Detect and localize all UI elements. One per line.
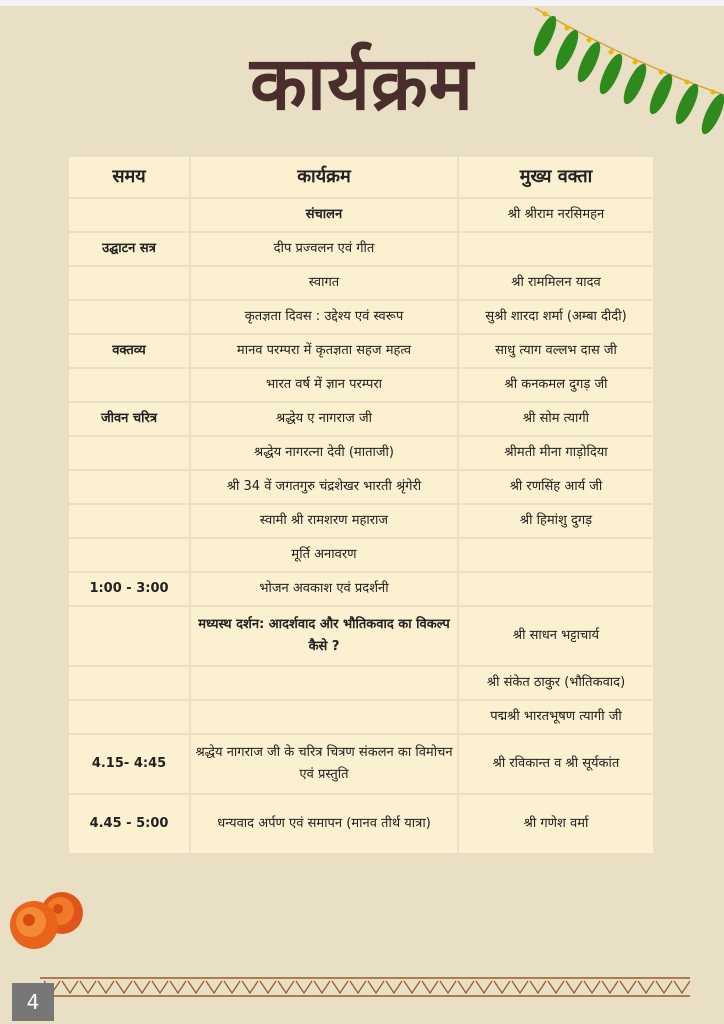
border-triangle-icon: [314, 981, 330, 993]
border-triangle-icon: [98, 981, 114, 993]
speaker-cell: पद्मश्री भारतभूषण त्यागी जी: [458, 700, 654, 734]
program-cell: दीप प्रज्वलन एवं गीत: [190, 232, 458, 266]
time-cell: [68, 538, 190, 572]
mango-leaf-icon: [619, 61, 650, 107]
table-row: [68, 504, 654, 538]
border-triangle-icon: [116, 981, 132, 993]
garland-bead-icon: [587, 38, 592, 43]
border-triangle-icon: [350, 981, 366, 993]
border-triangle-icon: [80, 981, 96, 993]
mango-leaf-icon: [645, 71, 676, 117]
table-row: [68, 734, 654, 794]
time-cell: 4.15- 4:45: [68, 734, 190, 794]
border-triangle-icon: [530, 981, 546, 993]
table-row: [68, 300, 654, 334]
border-triangle-icon: [620, 981, 636, 993]
program-cell: श्रद्धेय नागरत्ना देवी (माताजी): [190, 436, 458, 470]
border-triangle-icon: [494, 981, 510, 993]
time-cell: [68, 300, 190, 334]
program-cell: श्रद्धेय ए नागराज जी: [190, 402, 458, 436]
time-cell: [68, 198, 190, 232]
border-triangle-icon: [476, 981, 492, 993]
program-cell: मानव परम्परा में कृतज्ञता सहज महत्व: [190, 334, 458, 368]
mango-leaf-icon: [697, 91, 724, 137]
speaker-cell: श्री रणसिंह आर्य जी: [458, 470, 654, 504]
table-row: [68, 700, 654, 734]
speaker-cell: श्री साधन भट्टाचार्य: [458, 606, 654, 666]
program-cell: स्वामी श्री रामशरण महाराज: [190, 504, 458, 538]
time-cell: उद्घाटन सत्र: [68, 232, 190, 266]
border-triangle-icon: [512, 981, 528, 993]
speaker-cell: श्री संकेत ठाकुर (भौतिकवाद): [458, 666, 654, 700]
time-cell: [68, 504, 190, 538]
time-cell: [68, 606, 190, 666]
table-row: [68, 334, 654, 368]
border-triangle-icon: [62, 981, 78, 993]
speaker-cell: श्री हिमांशु दुगड़: [458, 504, 654, 538]
speaker-cell: श्री सोम त्यागी: [458, 402, 654, 436]
border-triangle-icon: [152, 981, 168, 993]
table-row: [68, 436, 654, 470]
garland-bead-icon: [543, 12, 548, 17]
border-triangle-icon: [674, 981, 690, 993]
border-triangle-icon: [584, 981, 600, 993]
program-cell: मध्यस्थ दर्शन: आदर्शवाद और भौतिकवाद का विकल्प कैसे ?: [190, 606, 458, 666]
speaker-cell: [458, 572, 654, 606]
speaker-cell: श्री श्रीराम नरसिमहन: [458, 198, 654, 232]
border-triangle-icon: [656, 981, 672, 993]
border-triangle-icon: [386, 981, 402, 993]
time-cell: [68, 666, 190, 700]
program-cell: [190, 666, 458, 700]
border-triangle-icon: [260, 981, 276, 993]
table-row: [68, 232, 654, 266]
border-triangle-icon: [368, 981, 384, 993]
marigold-flowers-icon: [0, 885, 95, 955]
border-triangle-icon: [278, 981, 294, 993]
table-row: [68, 538, 654, 572]
border-triangle-icon: [566, 981, 582, 993]
mango-leaf-icon: [573, 39, 604, 85]
border-triangle-icon: [134, 981, 150, 993]
border-triangle-icon: [206, 981, 222, 993]
table-row: [68, 572, 654, 606]
program-cell: [190, 700, 458, 734]
speaker-cell: [458, 232, 654, 266]
border-triangle-icon: [404, 981, 420, 993]
speaker-cell: सुश्री शारदा शर्मा (अम्बा दीदी): [458, 300, 654, 334]
border-triangle-icon: [638, 981, 654, 993]
time-cell: [68, 368, 190, 402]
speaker-cell: श्रीमती मीना गाड़ोदिया: [458, 436, 654, 470]
speaker-cell: श्री रविकान्त व श्री सूर्यकांत: [458, 734, 654, 794]
border-triangle-icon: [170, 981, 186, 993]
mango-leaf-icon: [671, 81, 702, 127]
border-triangle-icon: [548, 981, 564, 993]
time-cell: [68, 266, 190, 300]
speaker-cell: श्री राममिलन यादव: [458, 266, 654, 300]
program-cell: कृतज्ञता दिवस : उद्देश्य एवं स्वरूप: [190, 300, 458, 334]
garland-bead-icon: [685, 80, 690, 85]
mango-leaf-garland-icon: [515, 0, 724, 150]
table-row: [68, 402, 654, 436]
speaker-cell: श्री गणेश वर्मा: [458, 794, 654, 854]
program-cell: धन्यवाद अर्पण एवं समापन (मानव तीर्थ यात्रा): [190, 794, 458, 854]
time-cell: [68, 436, 190, 470]
border-triangle-icon: [242, 981, 258, 993]
page-number: 4: [12, 983, 54, 1021]
program-cell: स्वागत: [190, 266, 458, 300]
mango-leaf-icon: [529, 13, 560, 59]
table-row: [68, 470, 654, 504]
time-cell: [68, 470, 190, 504]
header-speaker: मुख्य वक्ता: [458, 156, 654, 198]
border-triangle-icon: [422, 981, 438, 993]
program-cell: श्री 34 वें जगतगुरु चंद्रशेखर भारती श्रृंगेरी: [190, 470, 458, 504]
page-title: कार्यक्रम: [249, 41, 474, 127]
table-row: [68, 666, 654, 700]
border-triangle-icon: [332, 981, 348, 993]
speaker-cell: साधु त्याग वल्लभ दास जी: [458, 334, 654, 368]
speaker-cell: श्री कनकमल दुगड़ जी: [458, 368, 654, 402]
border-triangle-icon: [188, 981, 204, 993]
program-cell: भारत वर्ष में ज्ञान परम्परा: [190, 368, 458, 402]
header-program: कार्यक्रम: [190, 156, 458, 198]
garland-bead-icon: [633, 60, 638, 65]
time-cell: 1:00 - 3:00: [68, 572, 190, 606]
table-header-row: [68, 156, 654, 198]
mango-leaf-icon: [595, 51, 626, 97]
header-time: समय: [68, 156, 190, 198]
triangle-border-icon: [40, 975, 690, 999]
program-table: [67, 155, 655, 855]
border-triangle-icon: [602, 981, 618, 993]
program-cell: संचालन: [190, 198, 458, 232]
speaker-cell: [458, 538, 654, 572]
border-triangle-icon: [224, 981, 240, 993]
border-triangle-icon: [458, 981, 474, 993]
garland-bead-icon: [659, 70, 664, 75]
time-cell: 4.45 - 5:00: [68, 794, 190, 854]
table-row: [68, 794, 654, 854]
border-triangle-icon: [296, 981, 312, 993]
table-row: [68, 198, 654, 232]
time-cell: [68, 700, 190, 734]
program-cell: श्रद्धेय नागराज जी के चरित्र चित्रण संकलन का विमोचन एवं प्रस्तुति: [190, 734, 458, 794]
table-row: [68, 368, 654, 402]
table-row: [68, 266, 654, 300]
program-cell: मूर्ति अनावरण: [190, 538, 458, 572]
border-triangle-icon: [440, 981, 456, 993]
time-cell: वक्तव्य: [68, 334, 190, 368]
mango-leaf-icon: [551, 27, 582, 73]
garland-bead-icon: [565, 26, 570, 31]
time-cell: जीवन चरित्र: [68, 402, 190, 436]
table-row: [68, 606, 654, 666]
garland-bead-icon: [711, 90, 716, 95]
garland-bead-icon: [609, 50, 614, 55]
program-cell: भोजन अवकाश एवं प्रदर्शनी: [190, 572, 458, 606]
